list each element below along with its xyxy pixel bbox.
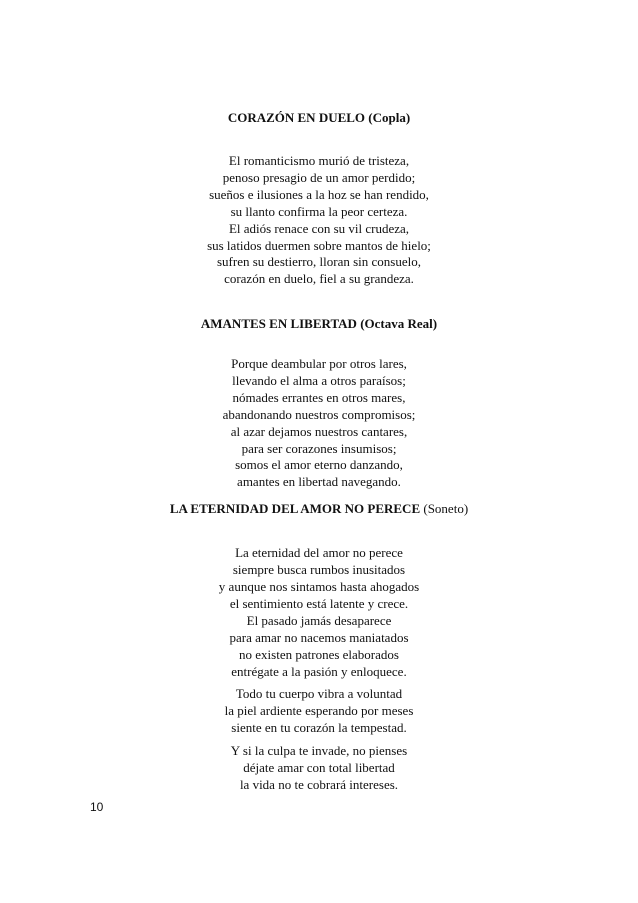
poem-stanza [0, 545, 638, 613]
poem-title-la-eternidad-del-amor [0, 501, 638, 517]
poem-line: sufren su destierro, lloran sin consuelo, [217, 254, 421, 270]
poem-line: nómades errantes en otros mares, [232, 389, 406, 405]
poem-line: su llanto confirma la peor certeza. [230, 203, 408, 219]
poem-title-text: LA ETERNIDAD DEL AMOR NO PERECE [169, 501, 421, 516]
poem-line: El pasado jamás desaparece [246, 613, 392, 628]
poem-line: penoso presagio de un amor perdido; [222, 169, 416, 185]
poem-line: la vida no te cobrará intereses. [239, 776, 399, 792]
poem-line: y aunque nos sintamos hasta ahogados [218, 578, 420, 594]
poem-line: La eternidad del amor no perece [235, 545, 403, 560]
poem-line: para amar no nacemos maniatados [229, 629, 409, 645]
poem-line: somos el amor eterno danzando, [235, 457, 403, 473]
poem-line: Porque deambular por otros lares, [231, 356, 407, 371]
poem-line: El romanticismo murió de tristeza, [228, 153, 410, 168]
poem-line: sus latidos duermen sobre mantos de hielo; [207, 237, 431, 253]
poem-subtitle: (Soneto) [423, 501, 469, 516]
poem-stanza [0, 686, 638, 737]
poem-line: amantes en libertad navegando. [237, 474, 401, 490]
poem-line: Todo tu cuerpo vibra a voluntad [235, 686, 403, 701]
poem-stanza [0, 356, 638, 491]
poem-line: sueños e ilusiones a la hoz se han rendido, [209, 186, 429, 202]
poem-line: la piel ardiente esperando por meses [224, 702, 414, 718]
poem-line: El adiós renace con su vil crudeza, [228, 220, 410, 236]
poem-title-corazon-en-duelo: CORAZÓN EN DUELO (Copla) [227, 110, 411, 125]
poem-line: Y si la culpa te invade, no pienses [230, 743, 408, 758]
poem-line: déjate amar con total libertad [243, 759, 395, 775]
poem-line: corazón en duelo, fiel a su grandeza. [224, 271, 414, 287]
poem-line: el sentimiento está latente y crece. [229, 595, 409, 611]
poem-line: entrégate a la pasión y enloquece. [231, 663, 407, 679]
poem-line: siente en tu corazón la tempestad. [231, 719, 407, 735]
poem-line: no existen patrones elaborados [239, 646, 399, 662]
poem-line: llevando el alma a otros paraísos; [232, 372, 406, 388]
poem-stanza [0, 743, 638, 794]
poem-stanza [0, 153, 638, 288]
poem-line: siempre busca rumbos inusitados [232, 561, 406, 577]
poem-title-amantes-en-libertad: AMANTES EN LIBERTAD (Octava Real) [200, 316, 438, 331]
poem-stanza [0, 613, 638, 681]
poem-line: al azar dejamos nuestros cantares, [230, 423, 408, 439]
poem-line: abandonando nuestros compromisos; [222, 406, 416, 422]
poem-line: para ser corazones insumisos; [241, 440, 397, 456]
page-number: 10 [90, 800, 104, 814]
